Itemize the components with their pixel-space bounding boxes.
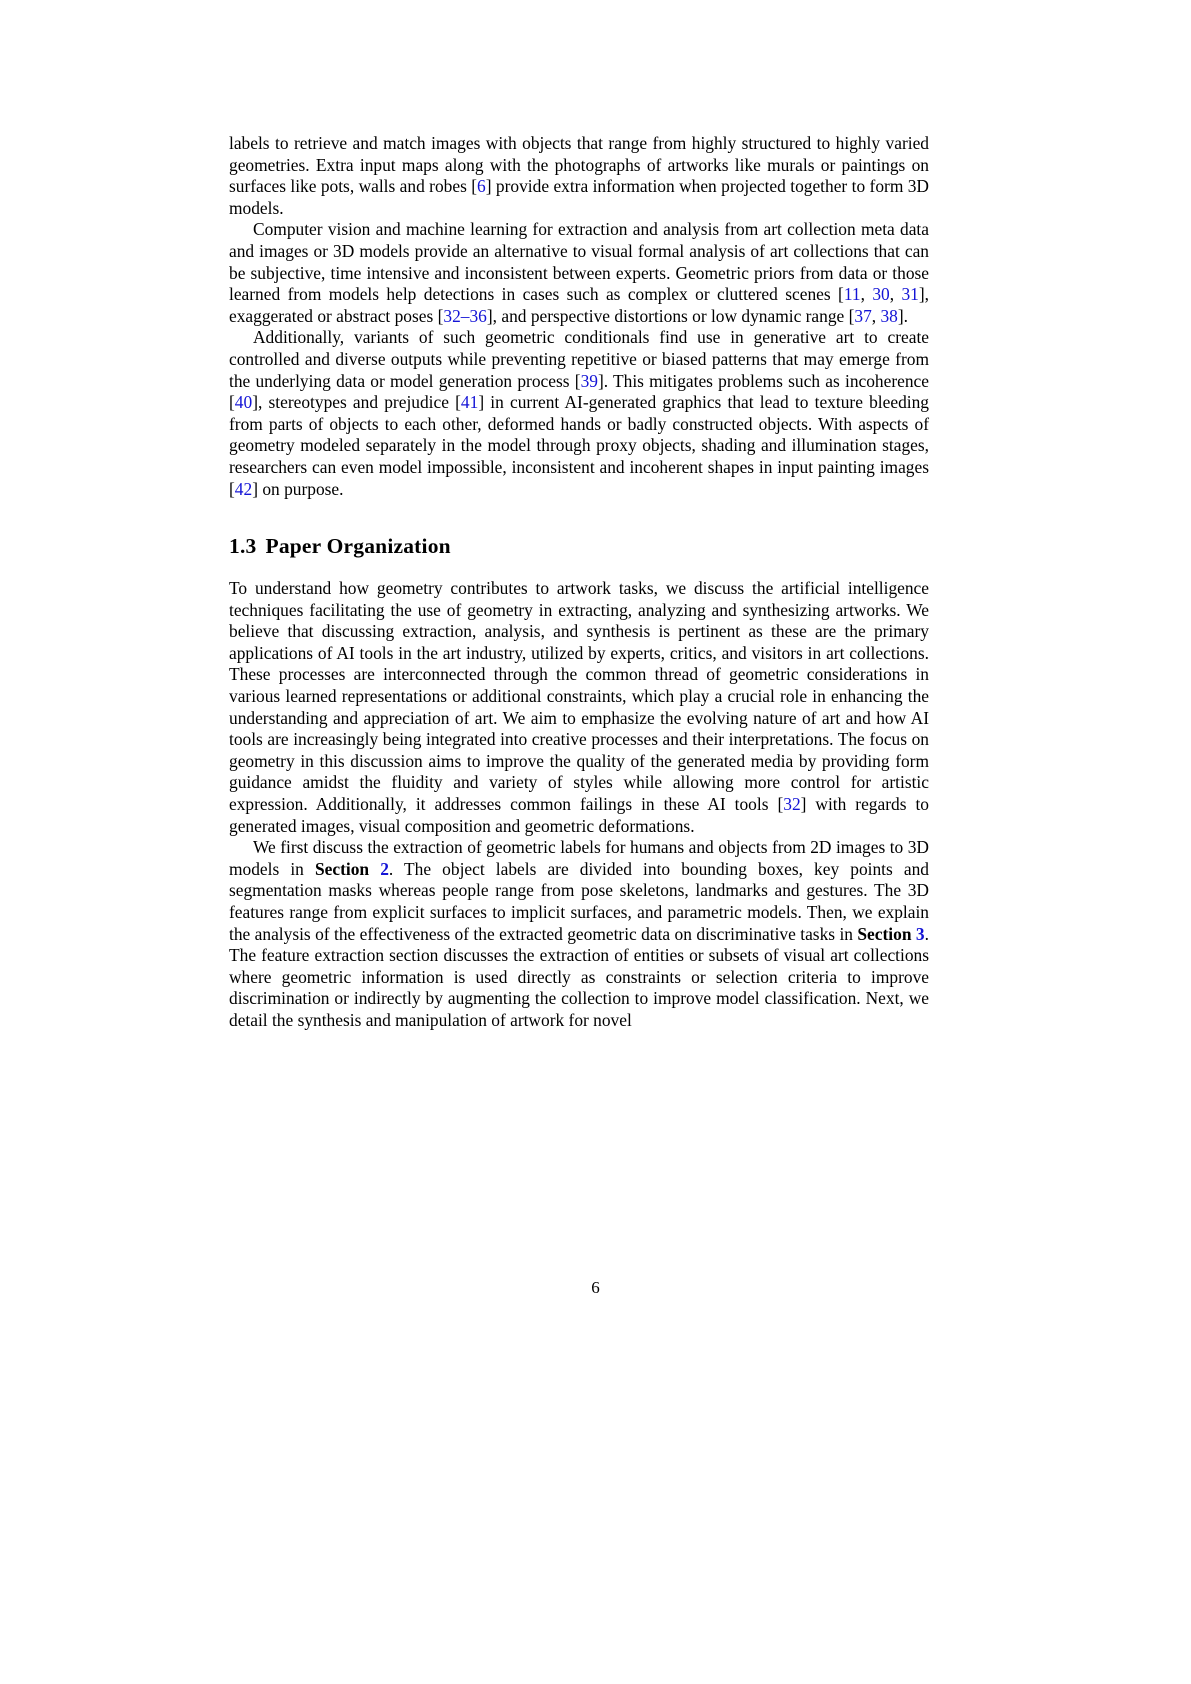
paragraph-3-text-part-4: ] in current AI-generated graphics that lead to texture bleeding from parts of objects to each other, deformed hands or badly constructed objects. With aspects of geometry modeled separately in the model through proxy objects, shading and illumination stages, researchers can even model impossible, inconsistent and incoherent shapes in input painting images [ <box>229 392 929 499</box>
section-heading-title: Paper Organization <box>265 534 451 559</box>
citation-link-11[interactable]: 11 <box>843 284 861 305</box>
paragraph-2 <box>229 219 929 327</box>
citation-link-42[interactable]: 42 <box>234 478 253 499</box>
citation-separator-1: , <box>860 284 873 305</box>
citation-link-41[interactable]: 41 <box>460 392 479 413</box>
paragraph-5-text-part-2: . The object labels are divided into bounding boxes, key points and segmentation masks whereas people range from pose skeletons, landmarks and gestures. The 3D features range from explicit surfaces to implicit surfaces, and parametric models. Then, we explain the analysis of the effectiveness of the extracted geometric data on discriminative tasks in <box>229 858 929 944</box>
paragraph-3-text-part-2: ]. This mitigates problems such as incoherence [ <box>229 370 929 413</box>
citation-link-32[interactable]: 32 <box>783 794 801 815</box>
citation-link-40[interactable]: 40 <box>234 392 253 413</box>
section-reference-3-number[interactable]: 3 <box>915 923 925 944</box>
paragraph-4-text-part-1: To understand how geometry contributes to artwork tasks, we discuss the artificial intelligence techniques facilitating the use of geometry in extracting, analyzing and synthesizing artworks. We believe that discussing extraction, analysis, and synthesis is pertinent as these are the primary applications of AI tools in the art industry, utilized by experts, critics, and visitors in art collections. These processes are interconnected through the common thread of geometric considerations in various learned representations or additional constraints, which play a crucial role in enhancing the understanding and appreciation of art. We aim to emphasize the evolving nature of art and how AI tools are increasingly being integrated into creative processes and their interpretations. The focus on geometry in this discussion aims to improve the quality of the generated media by providing form guidance amidst the fluidity and variety of styles while allowing more control for artistic expression. Additionally, it addresses common failings in these AI tools [ <box>229 578 929 815</box>
paragraph-3-text-part-3: ], stereotypes and prejudice [ <box>252 392 461 413</box>
citation-link-30[interactable]: 30 <box>872 284 890 305</box>
citation-link-6[interactable]: 6 <box>477 176 486 197</box>
paragraph-3-text-part-1: Additionally, variants of such geometric conditionals find use in generative art to create controlled and diverse outputs while preventing repetitive or biased patterns that may emerge from the underlying data or model generation process [ <box>229 327 929 391</box>
paragraph-4 <box>229 578 929 837</box>
section-heading-number: 1.3 <box>229 534 257 559</box>
paragraph-5-text-part-1: We first discuss the extraction of geometric labels for humans and objects from 2D images to 3D models in <box>229 837 929 879</box>
paragraph-1-text-part-1: labels to retrieve and match images with objects that range from highly structured to highly varied geometries. Extra input maps along with the photographs of artworks like murals or paintings on surfaces like pots, walls and robes [ <box>229 133 929 197</box>
citation-link-38[interactable]: 38 <box>880 305 898 326</box>
page-number: 6 <box>591 1278 600 1297</box>
section-heading-block <box>229 533 929 559</box>
paragraph-2-text-part-1: Computer vision and machine learning for extraction and analysis from art collection meta data and images or 3D models provide an alternative to visual formal analysis of art collections that can be subjective, time intensive and inconsistent between experts. Geometric priors from data or those learned from models help detections in cases such as complex or cluttered scenes [ <box>229 219 929 305</box>
citation-link-39[interactable]: 39 <box>580 370 598 391</box>
paragraph-4-text-part-2: ] with regards to generated images, visual composition and geometric deformations. <box>229 794 929 836</box>
citation-separator-3: , <box>871 305 881 326</box>
section-reference-2-label[interactable]: Section <box>314 858 370 879</box>
paragraph-1-text-part-2: ] provide extra information when projected together to form 3D models. <box>229 176 929 218</box>
section-heading <box>229 533 929 559</box>
paragraph-3 <box>229 327 929 500</box>
citation-link-31[interactable]: 31 <box>901 284 919 305</box>
page-text-column <box>229 133 929 1032</box>
citation-separator-2: , <box>889 284 902 305</box>
paragraph-3-text-part-5: ] on purpose. <box>252 478 344 499</box>
section-reference-2-number[interactable]: 2 <box>380 858 389 879</box>
section-reference-3-label[interactable]: Section <box>857 923 912 944</box>
paragraph-1 <box>229 133 929 219</box>
paragraph-5-text-part-3: . The feature extraction section discusses the extraction of entities or subsets of visual art collections where geometric information is used directly as constraints or selection criteria to improve discrimination or indirectly by augmenting the collection to improve model classification. Next, we detail the synthesis and manipulation of artwork for novel <box>229 923 929 1030</box>
citation-link-32-36[interactable]: 32–36 <box>443 305 487 326</box>
paragraph-2-text-part-4: ]. <box>897 305 909 326</box>
paragraph-5 <box>229 837 929 1031</box>
paragraph-2-text-part-2: ], exaggerated or abstract poses [ <box>229 284 929 326</box>
paragraph-2-text-part-3: ], and perspective distortions or low dynamic range [ <box>486 305 855 326</box>
citation-link-37[interactable]: 37 <box>854 305 872 326</box>
